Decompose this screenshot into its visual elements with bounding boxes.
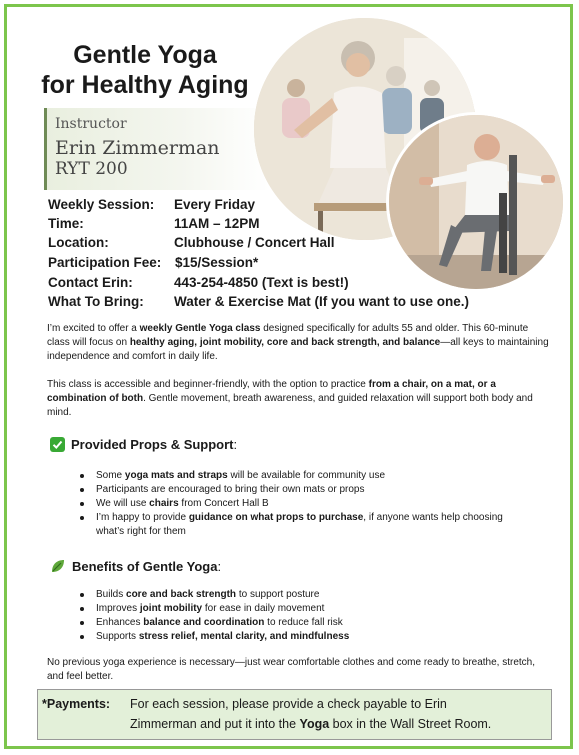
list-item: Enhances balance and coordination to reduce fall risk: [78, 616, 518, 630]
list-item: Supports stress relief, mental clarity, and mindfulness: [78, 630, 518, 644]
props-heading: [50, 437, 237, 452]
text-bold: weekly Gentle Yoga class: [139, 323, 261, 334]
list-item: We will use chairs from Concert Hall B: [78, 497, 518, 511]
instructor-name: Erin Zimmerman: [55, 137, 220, 159]
benefits-list: [78, 588, 518, 644]
benefits-heading-colon: :: [217, 558, 222, 574]
title-line-2: for Healthy Aging: [41, 71, 249, 99]
props-list: [78, 469, 518, 539]
text-run: designed specifically for adults 55 and older. This 60-minute class will focus on: [47, 323, 529, 348]
props-heading-text: Provided Props & Support: [71, 437, 234, 452]
text-run: —all keys to maintaining independence and comfort in daily life.: [47, 337, 549, 362]
list-item: Improves joint mobility for ease in daily movement: [78, 602, 518, 616]
title-line-1: Gentle Yoga: [73, 41, 217, 69]
check-mark-icon: [50, 437, 65, 452]
detail-value: 443-254-4850 (Text is best!): [174, 275, 349, 290]
detail-key: Time:: [48, 216, 84, 231]
detail-key: What To Bring:: [48, 294, 144, 309]
benefits-heading: [50, 558, 221, 574]
text-run: I’m excited to offer a: [47, 323, 140, 334]
text-run: This class is accessible and beginner-friendly, with the option to practice: [47, 379, 369, 390]
payment-box: [37, 689, 552, 740]
leaf-icon: [50, 558, 66, 574]
props-heading-colon: :: [233, 437, 238, 452]
detail-value: Clubhouse / Concert Hall: [174, 235, 335, 250]
text-bold: from a chair, on a mat, or a combination of both: [47, 379, 496, 404]
detail-key: Participation Fee:: [48, 255, 162, 270]
seated-man-exercise-photo: [386, 112, 566, 292]
payment-label: *Payments:: [42, 697, 111, 711]
instructor-label: Instructor: [55, 116, 127, 132]
detail-value: $15/Session*: [175, 255, 259, 270]
page-title: [20, 40, 270, 100]
benefits-heading-text: Benefits of Gentle Yoga: [72, 558, 218, 574]
closing-paragraph: No previous yoga experience is necessary—just wear comfortable clothes and come ready to breathe, stretch, and feel better.: [47, 657, 536, 682]
detail-key: Weekly Session:: [48, 197, 155, 212]
payment-line-1: For each session, please provide a check payable to Erin: [130, 697, 447, 711]
text-run: . Gentle movement, breath awareness, and guided relaxation will support both body and mind.: [47, 393, 533, 418]
detail-value: Every Friday: [174, 197, 256, 212]
detail-key: Contact Erin:: [48, 275, 133, 290]
detail-value: Water & Exercise Mat (If you want to use one.): [174, 294, 470, 309]
list-item: Some yoga mats and straps will be available for community use: [78, 469, 518, 483]
text-bold: healthy aging, joint mobility, core and back strength, and balance: [129, 337, 441, 348]
instructor-credential: RYT 200: [55, 159, 128, 179]
detail-value: 11AM – 12PM: [174, 216, 260, 231]
list-item: I’m happy to provide guidance on what props to purchase, if anyone wants help choosing what’s right for them: [78, 511, 506, 539]
instructor-box: [44, 108, 269, 190]
list-item: Participants are encouraged to bring their own mats or props: [78, 483, 518, 497]
list-item: Builds core and back strength to support posture: [78, 588, 518, 602]
detail-key: Location:: [48, 235, 109, 250]
payment-line-2: Zimmerman and put it into the Yoga box in the Wall Street Room.: [130, 717, 492, 731]
intro-paragraph-2: [47, 378, 552, 420]
intro-paragraph-1: [47, 322, 552, 364]
